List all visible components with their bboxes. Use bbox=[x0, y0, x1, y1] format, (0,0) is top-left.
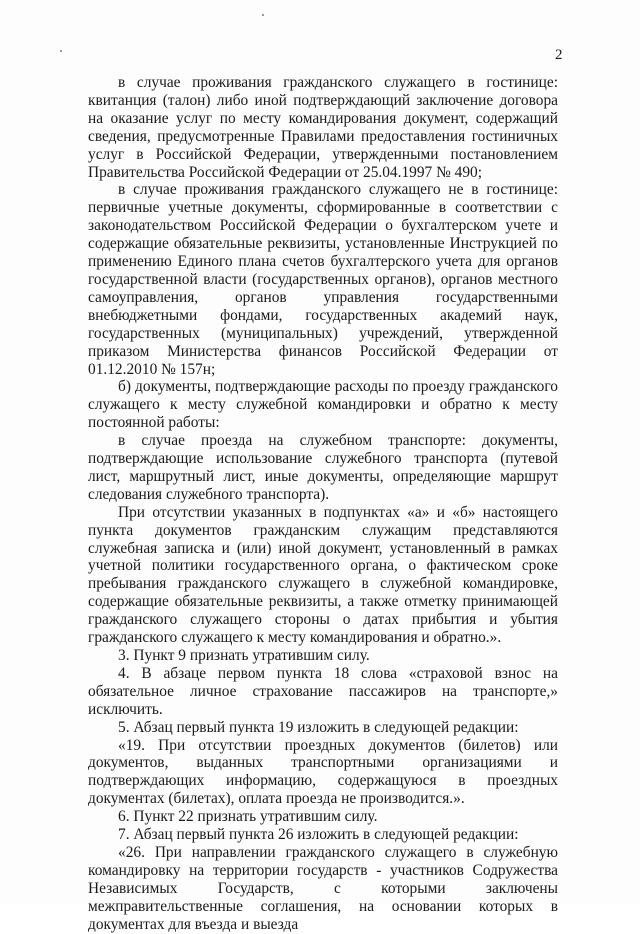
paragraph-item-3: 3. Пункт 9 признать утратившим силу. bbox=[118, 647, 370, 664]
paragraph-item-7: 7. Абзац первый пункта 26 изложить в следующей редакции: bbox=[118, 826, 519, 844]
paragraph-item-19-text: «19. При отсутствии проездных документов (билетов) или документов, выданных транспортными организациями и подтверждающих информацию, содержащуюся в проездных документах (билетах), оплата проезда не производится.». bbox=[88, 736, 558, 808]
paragraph-item-5: 5. Абзац первый пункта 19 изложить в следующей редакции: bbox=[118, 718, 519, 736]
paragraph-item-6: 6. Пункт 22 признать утратившим силу. bbox=[118, 808, 378, 826]
paragraph-item-26-text: «26. При направлении гражданского служащего в служебную командировку на территории государств - участников Содружества Независимых Государств, с которыми заключены межправительственные соглашения, на основании которых в документах для въезда и выезда bbox=[88, 843, 558, 933]
scan-speck bbox=[262, 14, 264, 16]
page-number: 2 bbox=[555, 47, 563, 63]
scan-speck bbox=[60, 50, 62, 52]
paragraph-non-hotel-documents: в случае проживания гражданского служащего не в гостинице: первичные учетные документы, сформированные в соответствии с законодательством Российской Федерации о бухгалтерском учете и содержащие обязательные реквизиты, установленные Инструкцией по применению Единого плана счетов бухгалтерского учета для органов государственной власти (государственных органов), органов местного самоуправления, органов управления государственными внебюджетными фондами, государственных академий наук, государственных (муниципальных) учреждений, утвержденной приказом Министерства финансов Российской Федерации от 01.12.2010 № 157н; bbox=[88, 181, 558, 378]
paragraph-official-transport: в случае проезда на служебном транспорте: документы, подтверждающие использование служебного транспорта (путевой лист, маршрутный лист, иные документы, определяющие маршрут следования служебного транспорта). bbox=[88, 432, 558, 503]
document-body bbox=[88, 74, 558, 934]
paragraph-hotel-receipt: в случае проживания гражданского служащего в гостинице: квитанция (талон) либо иной подтверждающий заключение договора на оказание услуг по месту командирования документ, содержащий сведения, предусмотренные Правилами предоставления гостиничных услуг в Российской Федерации, утвержденными постановлением Правительства Российской Федерации от 25.04.1997 № 490; bbox=[88, 74, 558, 181]
paragraph-item-4: 4. В абзаце первом пункта 18 слова «страховой взнос на обязательное личное страхование пассажиров на транспорте,» исключить. bbox=[88, 664, 558, 718]
paragraph-travel-documents: б) документы, подтверждающие расходы по проезду гражданского служащего к месту служебной командировки и обратно к месту постоянной работы: bbox=[88, 378, 558, 432]
paragraph-missing-documents: При отсутствии указанных в подпунктах «а» и «б» настоящего пункта документов гражданским служащим представляются служебная записка и (или) иной документ, установленный в рамках учетной политики государственного органа, о фактическом сроке пребывания гражданского служащего в служебной командировке, содержащие обязательные реквизиты, а также отметку принимающей гражданского служащего стороны о датах прибытия и убытия гражданского служащего к месту командирования и обратно.». bbox=[88, 503, 558, 647]
